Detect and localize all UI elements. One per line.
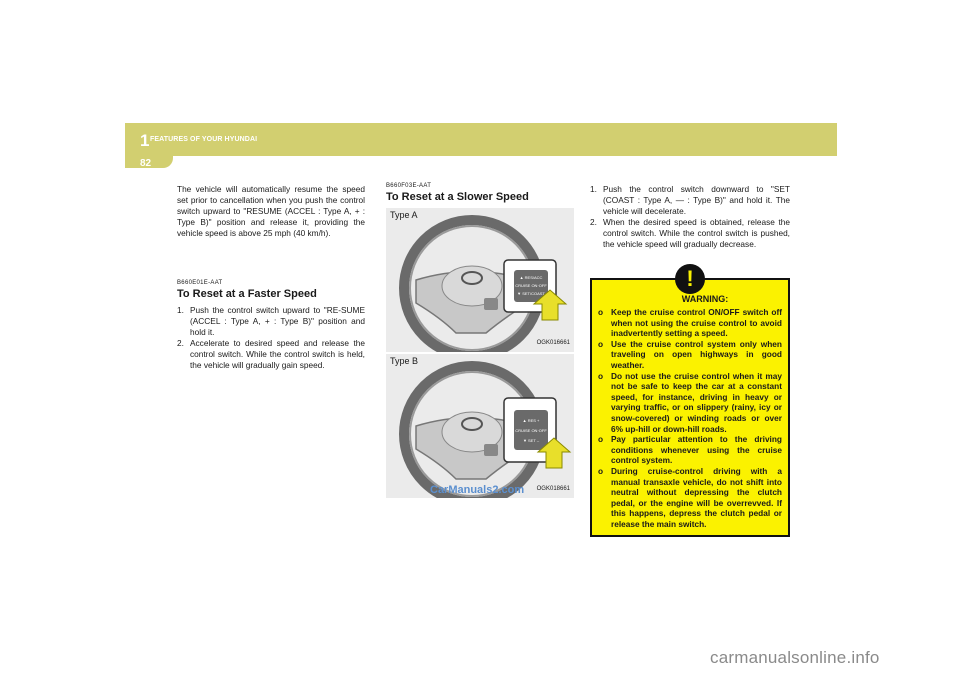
figure-type-label: Type B bbox=[390, 356, 419, 366]
cruise-switch-labels: ▲ RES + CRUISE ON·OFF ▼ SET – bbox=[515, 418, 547, 443]
list-item: o Keep the cruise control ON/OFF switch off when not using the cruise control to avoid inadvertently setting a speed. bbox=[598, 307, 782, 339]
page-number: 82 bbox=[140, 158, 152, 169]
list-item: 2. When the desired speed is obtained, release the control switch. While the control switch is pushed, the vehicle speed will gradually decrease. bbox=[590, 217, 790, 249]
figure-code: OGK018661 bbox=[536, 486, 570, 492]
warning-title: WARNING: bbox=[681, 294, 729, 304]
section-code: B660E01E-AAT bbox=[177, 280, 223, 286]
figure-type-label: Type A bbox=[390, 210, 418, 220]
list-item: o Pay particular attention to the driving conditions whenever using the cruise control system. bbox=[598, 434, 782, 466]
warning-list bbox=[598, 307, 782, 529]
column-3 bbox=[590, 184, 790, 537]
list-item: o Use the cruise control system only when traveling on open highways in good weather. bbox=[598, 338, 782, 370]
warning-icon: ! bbox=[675, 264, 705, 294]
figure-code: OGK016661 bbox=[536, 340, 570, 346]
footer-logo: carmanualsonline.info bbox=[710, 648, 880, 667]
chapter-number: 1 bbox=[140, 131, 150, 150]
column-1 bbox=[177, 184, 365, 371]
cruise-switch-labels: ▲ RES/ACC CRUISE ON·OFF ▼ SET/COAST bbox=[515, 275, 547, 296]
watermark: CarManuals2.com bbox=[430, 484, 525, 496]
section-code: B660F03E-AAT bbox=[386, 183, 432, 189]
list-item: o During cruise-control driving with a manual transaxle vehicle, do not shift into neutral without depressing the clutch pedal, or the engine will be overrevved. If this happens, depress the clutch pedal or release the main switch. bbox=[598, 465, 782, 529]
step-list bbox=[590, 184, 790, 250]
section-title: To Reset at a Slower Speed bbox=[386, 191, 529, 203]
resume-paragraph: The vehicle will automatically resume the speed set prior to cancellation when you push the control switch upward to "RESUME (ACCEL : Type A, + : Type B)" position and release it, providing the vehicle speed is above 25 mph (40 km/h). bbox=[177, 184, 365, 238]
column-2 bbox=[386, 182, 574, 498]
list-item: o Do not use the cruise control when it may not be safe to keep the car at a constant speed, for instance, driving in heavy or varying traffic, or on slippery (rainy, icy or snow-covered) or winding roads or over 6% up-hill or down-hill roads. bbox=[598, 370, 782, 434]
list-item: 2. Accelerate to desired speed and release the control switch. While the control switch is held, the vehicle will gradually gain speed. bbox=[177, 338, 365, 370]
list-item: 1. Push the control switch downward to "SET (COAST : Type A, — : Type B)" and hold it. The vehicle will decelerate. bbox=[590, 184, 790, 216]
step-list bbox=[177, 305, 365, 371]
section-title: To Reset at a Faster Speed bbox=[177, 288, 317, 300]
figure-type-b bbox=[386, 354, 574, 498]
figure-type-a bbox=[386, 208, 574, 352]
chapter-title: FEATURES OF YOUR HYUNDAI bbox=[150, 136, 258, 143]
warning-box bbox=[590, 266, 790, 537]
list-item: 1. Push the control switch upward to "RE-SUME (ACCEL : Type A, + : Type B)" position and hold it. bbox=[177, 305, 365, 337]
